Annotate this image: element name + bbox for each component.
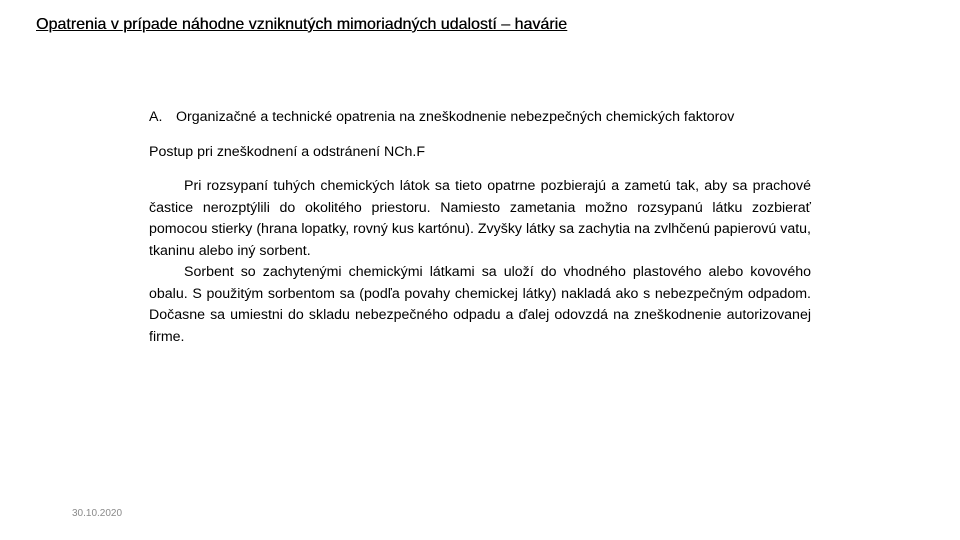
section-a-marker: A. [149,109,163,125]
procedure-paragraphs [149,176,811,348]
paragraph: Pri rozsypaní tuhých chemických látok sa tieto opatrne pozbierajú a zametú tak, aby sa prachové častice nerozptýlili do okolitého priestoru. Namiesto zametania možno rozsypanú látku zozbierať pomocou stierky (hrana lopatky, rovný kus kartónu). Zvyšky látky sa zachytia na zvlhčenú papierovú vatu, tkaninu alebo iný sorbent. [149,178,811,259]
slide-content [149,106,811,348]
section-a [149,106,811,129]
slide-date: 30.10.2020 [72,508,123,519]
slide-title: Opatrenia v prípade náhodne vzniknutých mimoriadných udalostí – havárie [36,16,567,33]
section-a-text: Organizačné a technické opatrenia na zneškodnenie nebezpečných chemických faktorov [176,109,735,125]
paragraph: Sorbent so zachytenými chemickými látkami sa uloží do vhodného plastového alebo kovového obalu. S použitým sorbentom sa (podľa povahy chemickej látky) nakladá ako s nebezpečným odpadom. Dočasne sa umiestni do skladu nebezpečného odpadu a ďalej odovzdá na zneškodnenie autorizovanej firme. [149,264,811,345]
procedure-subheading: Postup pri zneškodnení a odstránení NCh.F [149,144,426,160]
